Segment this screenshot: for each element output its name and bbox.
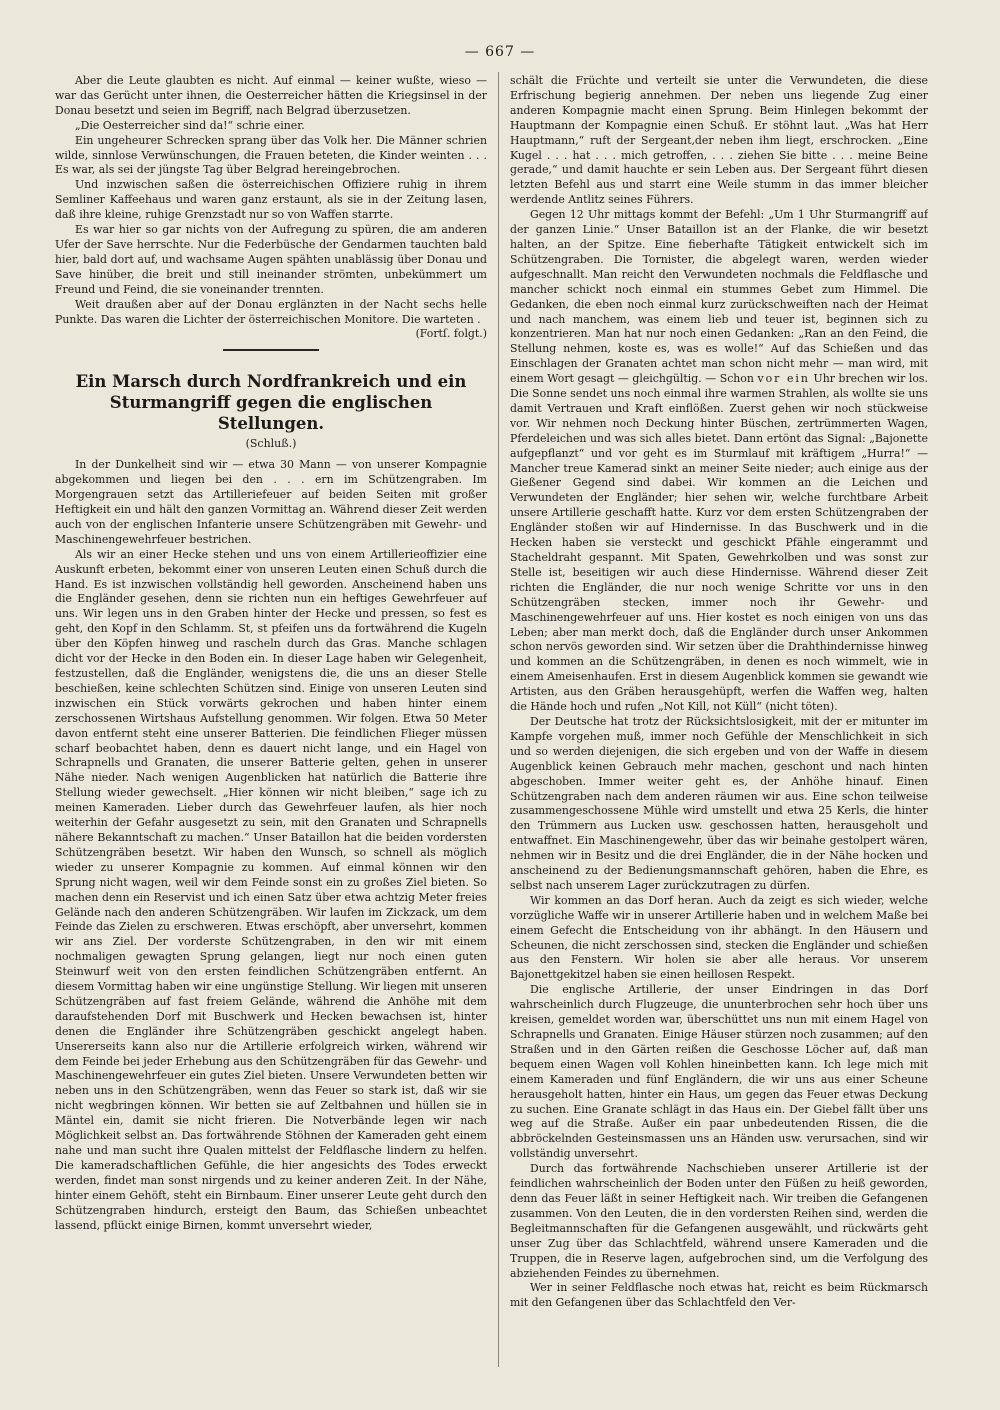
continuation-note: (Fortſ. folgt.) (415, 327, 487, 341)
story-paragraph: Es war hier so gar nichts von der Aufregung zu spüren, die am anderen Ufer der Save herrschte. Nur die Federbüsche der Gendarmen tauchten bald hier, bald dort auf, und wachsame Augen spähten unablässig über Donau und Save hinüber, die breit und still ineinander strömten, unbekümmert um Freund und Feind, die sie voneinander trennten. (55, 223, 487, 296)
story-paragraph: „Die Oesterreicher sind da!“ schrie einer. (75, 118, 305, 132)
paragraph-text: Gegen 12 Uhr mittags kommt der Befehl: „Um 1 Uhr Sturmangriff auf der ganzen Linie.“ Unser Bataillon ist an der Flanke, die wir besetzt halten, an der Spitze. Eine fieberhafte Tätigkeit entwickelt sich im Schützengraben. Die Tornister, die abgelegt waren, werden wieder aufgeschnallt. Man reicht den Verwundeten nochmals die Feldflasche und mancher schickt noch einmal ein stummes Gebet zum Himmel. Die Gedanken, die eben noch einmal kurz zurückschweiften nach der Heimat und nach manchem, was einem lieb und teuer ist, beginnen sich zu konzentrieren. Man hat nur noch einen Gedanken: „Ran an den Feind, die Stellung nehmen, koste es, was es wolle!“ Auf das Schießen und das Einschlagen der Granaten achtet man schon nicht mehr — man wird, mit einem Wort gesagt — gleichgültig. — Schon (510, 208, 928, 386)
story-paragraph: Aber die Leute glaubten es nicht. Auf einmal — keiner wußte, wieso — war das Gerücht unter ihnen, die Oesterreicher hätten die Kriegsinsel in der Donau besetzt und seien im Begriff, nach Belgrad überzusetzen. (55, 74, 487, 117)
story-paragraph: Und inzwischen saßen die österreichischen Offiziere ruhig in ihrem Semliner Kaffeehaus und waren ganz erstaunt, als sie in der Zeitung lasen, daß ihre kleine, ruhige Grenzstadt nur so von Waffen starrte. (55, 178, 487, 222)
column-divider (498, 72, 499, 1367)
article-paragraph: Wir kommen an das Dorf heran. Auch da zeigt es sich wieder, welche vorzügliche Waffe wir in unserer Artillerie haben und in welchem Maße bei einem Gefecht die Entscheidung von ihr abhängt. In den Häusern und Scheunen, die nicht zerschossen sind, stecken die Engländer und schießen aus den Fenstern. Wir holen sie aber alle heraus. Vor unserem Bajonettgekitzel haben sie einen heillosen Respekt. (510, 893, 928, 982)
article-paragraph: Als wir an einer Hecke stehen und uns von einem Artillerieoffizier eine Auskunft erbeten, bekommt einer von unseren Leuten einen Schuß durch die Hand. Es ist inzwischen vollständig hell geworden. Anscheinend haben uns die Engländer gesehen, denn sie richten nun ein heftiges Gewehrfeuer auf uns. Wir legen uns in den Graben hinter der Hecke und pressen, so fest es geht, den Kopf in den Schlamm. St, st pfeifen uns da fortwährend die Kugeln über den Köpfen hinweg und rascheln durch das Gras. Manche schlagen dicht vor der Hecke in den Boden ein. In dieser Lage haben wir Gelegenheit, festzustellen, daß die Engländer, wenigstens die, die uns an dieser Stelle beschießen, keine schlechten Schützen sind. Einige von unseren Leuten sind inzwischen ein Stück vorwärts gekrochen und haben hinter einem zerschossenen Wirtshaus Aufstellung genommen. Wir folgen. Etwa 50 Meter davon entfernt steht eine unserer Batterien. Die feindlichen Flieger müssen scharf beobachtet haben, denn es dauert nicht lange, und ein Hagel von Schrapnells und Granaten, die unserer Batterie gelten, gehen in unserer Nähe nieder. Nach wenigen Augenblicken hat natürlich die Batterie ihre Stellung wieder gewechselt. „Hier können wir nicht bleiben,“ sage ich zu meinen Kameraden. Lieber durch das Gewehrfeuer laufen, als hier noch weiterhin der Gefahr ausgesetzt zu sein, mit den Granaten und Schrapnells nähere Bekanntschaft zu machen.“ Unser Bataillon hat die beiden vordersten Schützengräben besetzt. Wir haben den Wunsch, so schnell als möglich wieder zu unserer Kompagnie zu kommen. Auf einmal können wir den Sprung nicht wagen, weil wir dem Feinde sonst ein zu großes Ziel bieten. So machen denn ein Reservist und ich einen Satz über etwa achtzig Meter freies Gelände nach den anderen Schützengräben. Wir laufen im Zickzack, um dem Feinde das Zielen zu erschweren. Etwas erschöpft, aber unversehrt, kommen wir ans Ziel. Der vorderste Schützengraben, in den wir mit einem nochmaligen gewagten Sprung gelangen, liegt nur noch einen guten Steinwurf weit von den ersten feindlichen Schützengräben entfernt. An diesem Vormittag haben wir eine ungünstige Stellung. Wir liegen mit unseren Schützengräben auf fast freiem Gelände, während die Anhöhe mit dem daraufstehenden Dorf mit Buschwerk und Hecken bewachsen ist, hinter denen die Engländer ihre Schützengräben geschickt angelegt haben. Unsererseits kann also nur die Artillerie erfolgreich wirken, während wir dem Feinde bei jeder Erhebung aus den Schützengräben für das Gewehr- und Maschinengewehrfeuer ein gutes Ziel bieten. Unsere Verwundeten betten wir neben uns in den Schützengräben, wenn das Feuer so stark ist, daß wir sie nicht wegbringen können. Wir betten sie auf Zeltbahnen und hüllen sie in Mäntel ein, damit sie nicht frieren. Die Notverbände legen wir nach Möglichkeit selbst an. Das fortwährende Stöhnen der Kameraden geht einem nahe und man sucht ihre Qualen mittelst der Feldflasche lindern zu helfen. Die kameradschaftlichen Gefühle, die hier angesichts des Todes erweckt werden, findet man sonst nirgends und zu keiner anderen Zeit. In der Nähe, hinter einem Gehöft, steht ein Birnbaum. Einer unserer Leute geht durch den Schützengraben hindurch, ersteigt den Baum, das Schießen unbeachtet lassend, pflückt einige Birnen, kommt unversehrt wieder, (55, 547, 487, 1232)
article-paragraph: Durch das fortwährende Nachschieben unserer Artillerie ist der feindlichen wahrscheinlich der Boden unter den Füßen zu heiß geworden, denn das Feuer läßt in seiner Heftigkeit nach. Wir treiben die Gefangenen zusammen. Von den Leuten, die in den vordersten Reihen sind, werden die Begleitmannschaften für die Gefangenen ausgewählt, und rückwärts geht unser Zug über das Schlachtfeld, während unsere Kameraden und die Truppen, die in Reserve lagen, aufgebrochen sind, um die Verfolgung des abziehenden Feindes zu übernehmen. (510, 1162, 928, 1280)
article-paragraph: Die englische Artillerie, der unser Eindringen in das Dorf wahrscheinlich durch Flugzeuge, die ununterbrochen sehr hoch über uns kreisen, gemeldet worden war, überschüttet uns nun mit einem Hagel von Schrapnells und Granaten. Einige Häuser stürzen noch zusammen; auf den Straßen und in den Gärten reißen die Geschosse Löcher auf, daß man bequem einen Wagen voll Kohlen hineinbetten kann. Ich lege mich mit einem Kameraden und fünf Engländern, die wir uns aus einer Scheune herausgeholt hatten, hinter ein Haus, um gegen das Feuer etwas Deckung zu suchen. Eine Granate schlägt in das Haus ein. Der Giebel fällt über uns weg auf die Straße. Außer ein paar unbedeutenden Rissen, die die abbröckelnden Gesteinsmassen uns an Händen usw. verursachen, sind wir vollständig unversehrt. (510, 983, 928, 1161)
article-paragraph (510, 208, 928, 715)
article-paragraph: In der Dunkelheit sind wir — etwa 30 Mann — von unserer Kompagnie abgekommen und liegen bei den . . . ern im Schützengraben. Im Morgengrauen setzt das Artilleriefeuer auf beiden Seiten mit großer Heftigkeit ein und hält den ganzen Vormittag an. Während dieser Zeit werden auch von der englischen Infanterie unsere Schützengräben mit Gewehr- und Maschinengewehrfeuer bestrichen. (55, 458, 487, 546)
spaced-emphasis: vor ein (757, 372, 810, 386)
left-column (55, 74, 487, 1374)
article-paragraph: Der Deutsche hat trotz der Rücksichtslosigkeit, mit der er mitunter im Kampfe vorgehen muß, immer noch Gefühle der Menschlichkeit in sich und so werden diejenigen, die sich ergeben und von der Waffe in diesem Augenblick keinen Gebrauch mehr machen, geschont und nach hinten abgeschoben. Immer weiter geht es, der Anhöhe hinauf. Einen Schützengraben nach dem anderen räumen wir aus. Eine schon teilweise zusammengeschossene Mühle wird umstellt und etwa 25 Kerls, die hinter den Trümmern aus Lucken usw. geschossen hatten, herausgeholt und entwaffnet. Ein Maschinengewehr, über das wir beinahe gestolpert wären, nehmen wir in Besitz und die drei Engländer, die in der Nähe hocken und anscheinend zu der Bedienungsmannschaft gehören, haben die Ehre, es selbst nach unserem Lager zurückzutragen zu dürfen. (510, 714, 928, 892)
article-subtitle: (Schluß.) (245, 437, 297, 451)
article-paragraph: Wer in seiner Feldflasche noch etwas hat, reicht es beim Rückmarsch mit den Gefangenen über das Schlachtfeld den Ver- (510, 1281, 928, 1310)
article-title: Ein Marsch durch Nordfrankreich und ein Sturmangriff gegen die englischen Stellungen. (75, 372, 467, 434)
section-divider (223, 349, 319, 351)
story-paragraph: Ein ungeheurer Schrecken sprang über das Volk her. Die Männer schrien wilde, sinnlose Verwünschungen, die Frauen beteten, die Kinder weinten . . . Es war, als sei der jüngste Tag über Belgrad hereingebrochen. (55, 133, 487, 177)
page-number: — 667 — (464, 44, 536, 60)
article-paragraph: schält die Früchte und verteilt sie unter die Verwundeten, die diese Erfrischung begierig annehmen. Der neben uns liegende Zug einer anderen Kompagnie macht einen Sprung. Beim Hinlegen bekommt der Hauptmann der Kompagnie einen Schuß. Er stöhnt laut. „Was hat Herr Hauptmann,“ ruft der Sergeant,der neben ihm liegt, erschrocken. „Eine Kugel . . . hat . . . mich getroffen, . . . ziehen Sie bitte . . . meine Beine gerade,“ und damit hauchte er sein Leben aus. Der Sergeant führt diesen letzten Befehl aus und starrt eine Weile stumm in das immer bleicher werdende Antlitz seines Führers. (510, 74, 928, 207)
story-last-text: Weit draußen aber auf der Donau erglänzten in der Nacht sechs helle Punkte. Das waren die Lichter der österreichischen Monitore. Die warteten . (55, 297, 487, 326)
right-column (510, 74, 928, 1374)
story-last-paragraph (55, 297, 487, 341)
paragraph-text: Uhr brechen wir los. Die Sonne sendet uns noch einmal ihre warmen Strahlen, als wollte sie uns damit Vertrauen und Kraft einflößen. Zuerst gehen wir noch stückweise vor. Wir nehmen noch Deckung hinter Büschen, zertrümmerten Wagen, Pferdeleichen und was sich alles bietet. Dann ertönt das Signal: „Bajonette aufgepflanzt“ und vor geht es im Sturmlauf mit kräftigem „Hurra!“ — Mancher treue Kamerad sinkt an meiner Seite nieder; auch einige aus der Gießener Gegend sind dabei. Wir kommen an die Leichen und Verwundeten der Engländer; hier sehen wir, welche furchtbare Arbeit unsere Artillerie geschafft hatte. Kurz vor dem ersten Schützengraben der Engländer stoßen wir auf Hindernisse. In das Buschwerk und in die Hecken haben sie versteckt und geschickt Pfähle eingerammt und Stacheldraht gespannt. Mit Spaten, Gewehrkolben und was sonst zur Stelle ist, beseitigen wir auch diese Hindernisse. Während dieser Zeit richten die Engländer, die nur noch wenige Schritte vor uns in den Schützengräben stecken, immer noch ihr Gewehr- und Maschinengewehrfeuer auf uns. Hier kostet es noch einigen von uns das Leben; aber man merkt doch, daß die Engländer durch unser Ankommen schon nervös geworden sind. Wir setzen über die Drahthindernisse hinweg und kommen an die Schützengräben, in denen es noch wimmelt, wie in einem Ameisenhaufen. Erst in diesem Augenblick kommen sie gewandt wie Artisten, aus den Gräben herausgehüpft, werfen die Waffen weg, halten die Hände hoch und rufen „Not Kill, not Küll“ (nicht töten). (510, 372, 928, 714)
